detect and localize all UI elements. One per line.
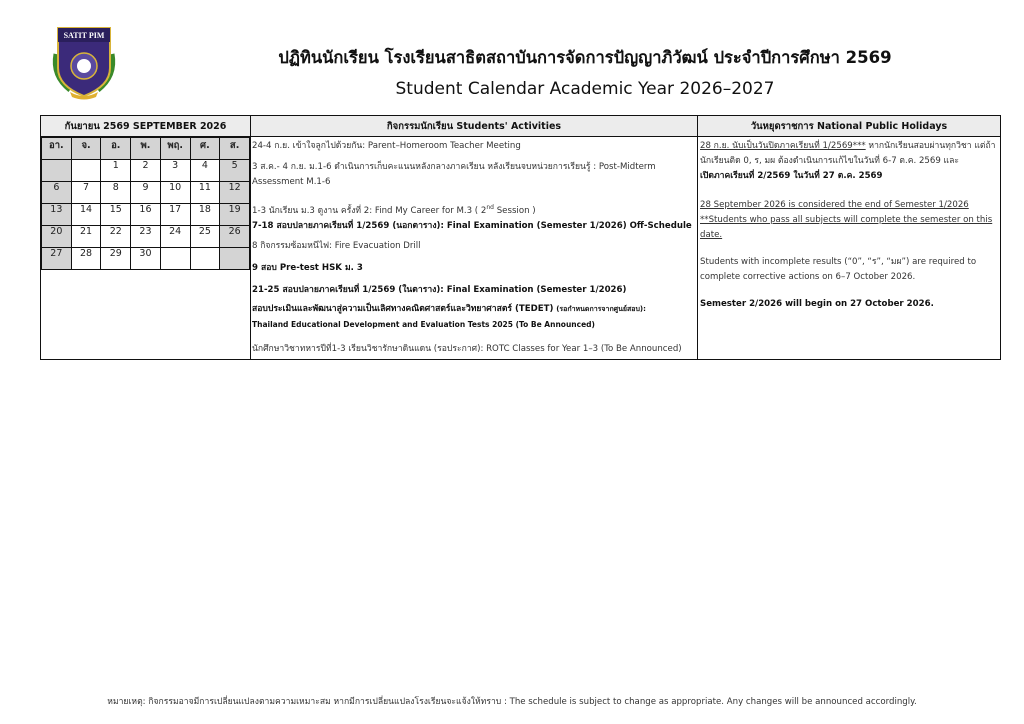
holiday-note-incomplete: Students with incomplete results (“0”, “ร”, “มผ”) are required to complete corrective actions on 6–7 October 2026.	[700, 257, 977, 282]
day-cell: 22	[101, 226, 131, 248]
day-cell: 3	[160, 160, 190, 182]
day-cell	[220, 248, 250, 270]
weekday-header: ส.	[220, 138, 250, 160]
day-cell: 17	[160, 204, 190, 226]
page-title-english: Student Calendar Academic Year 2026–2027	[395, 79, 775, 99]
day-cell	[190, 248, 220, 270]
day-cell: 5	[220, 160, 250, 182]
day-cell: 1	[101, 160, 131, 182]
activity-text: 1-3 นักเรียน ม.3 ดูงาน ครั้งที่ 2: Find My Career for M.3 ( 2	[252, 205, 487, 216]
activity-item: 8 กิจกรรมซ้อมหนีไฟ: Fire Evacuation Drill	[252, 240, 421, 251]
logo-text: SATIT PIM	[63, 31, 105, 40]
day-cell: 11	[190, 182, 220, 204]
weekday-header: พฤ.	[160, 138, 190, 160]
day-cell: 10	[160, 182, 190, 204]
day-cell: 24	[160, 226, 190, 248]
holidays-cell	[698, 137, 1001, 360]
day-cell: 21	[71, 226, 101, 248]
month-grid	[41, 137, 250, 270]
activities-list	[251, 137, 697, 359]
day-cell: 13	[42, 204, 72, 226]
day-cell	[71, 160, 101, 182]
day-cell: 23	[131, 226, 161, 248]
day-cell: 29	[101, 248, 131, 270]
day-cell: 27	[42, 248, 72, 270]
day-cell: 2	[131, 160, 161, 182]
weekday-header: อ.	[101, 138, 131, 160]
activity-item: Thailand Educational Development and Evaluation Tests 2025 (To Be Announced)	[252, 319, 595, 329]
activity-item: 3 ส.ค.- 4 ก.ย. ม.1-6 ดำเนินการเก็บคะแนนหลังกลางภาคเรียน หลังเรียนจบหน่วยการเรียนรู้ : Post-Midterm Assessment M.1-6	[252, 162, 656, 187]
day-cell: 9	[131, 182, 161, 204]
day-cell	[42, 160, 72, 182]
weekday-header: อา.	[42, 138, 72, 160]
weekday-header: พ.	[131, 138, 161, 160]
day-cell: 16	[131, 204, 161, 226]
day-cell: 25	[190, 226, 220, 248]
activity-item: 7-18 สอบปลายภาคเรียนที่ 1/2569 (นอกตาราง): Final Examination (Semester 1/2026) Off-Schedule	[252, 220, 692, 231]
calendar-column-header: กันยายน 2569 SEPTEMBER 2026	[41, 116, 251, 137]
day-cell: 30	[131, 248, 161, 270]
month-calendar-cell	[41, 137, 251, 360]
day-cell: 20	[42, 226, 72, 248]
footer-note: หมายเหตุ: กิจกรรมอาจมีการเปลี่ยนแปลงตามความเหมาะสม หากมีการเปลี่ยนแปลงโรงเรียนจะแจ้งให้ทราบ : The schedule is subject to change as appropriate. Any changes will be announced accordingly.	[107, 697, 917, 707]
holiday-text: หากนักเรียนสอบผ่านทุกวิชา แต่ถ้านักเรียนติด 0, ร, มผ ต้องดำเนินการแก้ไขในวันที่ 6-7 ต.ค. 2569 และ	[700, 141, 996, 166]
ordinal-suffix: nd	[486, 204, 494, 211]
day-cell: 6	[42, 182, 72, 204]
day-cell: 4	[190, 160, 220, 182]
day-cell: 28	[71, 248, 101, 270]
activities-cell	[251, 137, 698, 360]
activity-note: (รอกำหนดการจากศูนย์สอบ):	[556, 304, 646, 313]
calendar-table	[40, 115, 1001, 360]
activity-text: สอบประเมินและพัฒนาสู่ความเป็นเลิศทางคณิตศาสตร์และวิทยาศาสตร์ (TEDET)	[252, 303, 554, 314]
activity-item: นักศึกษาวิชาทหารปีที่1-3 เรียนวิชารักษาดินแดน (รอประกาศ): ROTC Classes for Year 1–3 (To Be Announced)	[252, 343, 682, 354]
day-cell: 18	[190, 204, 220, 226]
activity-item	[252, 302, 696, 317]
activity-text: Session )	[494, 205, 536, 216]
day-cell: 8	[101, 182, 131, 204]
activity-item: 9 สอบ Pre-test HSK ม. 3	[252, 262, 363, 273]
activity-item: 24-4 ก.ย. เข้าใจลูกไปด้วยกัน: Parent–Homeroom Teacher Meeting	[252, 141, 521, 151]
semester-open-thai: เปิดภาคเรียนที่ 2/2569 ในวันที่ 27 ต.ค. 2569	[700, 171, 883, 181]
day-cell: 7	[71, 182, 101, 204]
weekday-header: จ.	[71, 138, 101, 160]
day-cell: 26	[220, 226, 250, 248]
holiday-note-thai	[700, 139, 998, 169]
day-cell: 19	[220, 204, 250, 226]
school-logo	[48, 24, 120, 100]
page-title-thai: ปฏิทินนักเรียน โรงเรียนสาธิตสถาบันการจัดการปัญญาภิวัฒน์ ประจำปีการศึกษา 2569	[278, 48, 892, 67]
holidays-notes	[698, 137, 1000, 314]
activities-column-header: กิจกรรมนักเรียน Students' Activities	[251, 116, 698, 137]
day-cell	[160, 248, 190, 270]
day-cell: 15	[101, 204, 131, 226]
semester-open-english: Semester 2/2026 will begin on 27 October 2026.	[700, 299, 934, 309]
day-cell: 12	[220, 182, 250, 204]
weekday-header: ศ.	[190, 138, 220, 160]
activity-item: 21-25 สอบปลายภาคเรียนที่ 1/2569 (ในตาราง): Final Examination (Semester 1/2026)	[252, 284, 627, 295]
holiday-date: 28 ก.ย. นับเป็นวันปิดภาคเรียนที่ 1/2569***	[700, 141, 866, 151]
activity-item	[252, 200, 696, 219]
holiday-note-english: 28 September 2026 is considered the end of Semester 1/2026 **Students who pass all subjects will complete the semester on this date.	[700, 200, 993, 240]
day-cell: 14	[71, 204, 101, 226]
holidays-column-header: วันหยุดราชการ National Public Holidays	[698, 116, 1001, 137]
